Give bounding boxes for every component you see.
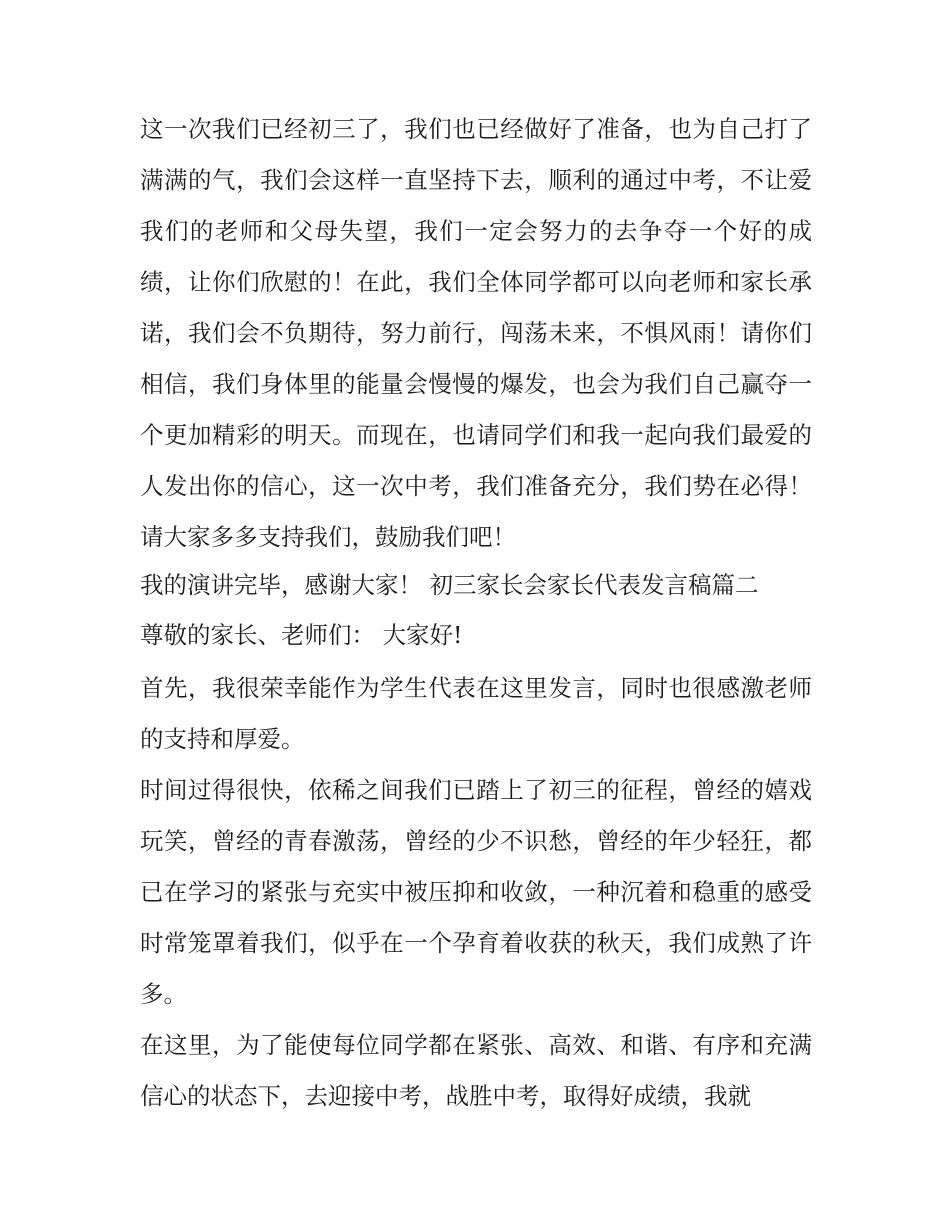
- paragraph-exam: 在这里，为了能使每位同学都在紧张、高效、和谐、有序和充满信心的状态下，去迎接中考，战胜中考，取得好成绩，我就: [140, 1031, 812, 1110]
- paragraph-time: 时间过得很快，依稀之间我们已踏上了初三的征程，曾经的嬉戏玩笑，曾经的青春激荡，曾经的少不识愁，曾经的年少轻狂，都已在学习的紧张与充实中被压抑和收敛，一种沉着和稳重的感受时常笼罩着我们，似乎在一个孕育着收获的秋天，我们成熟了许多。: [140, 776, 812, 1008]
- paragraph-intro: 首先，我很荣幸能作为学生代表在这里发言，同时也很感激老师的支持和厚爱。: [140, 674, 812, 753]
- paragraph-salutation: 尊敬的家长、老师们： 大家好!: [140, 621, 463, 649]
- paragraph-closing: 我的演讲完毕，感谢大家！ 初三家长会家长代表发言稿篇二: [140, 571, 759, 599]
- paragraph-commitment: 这一次我们已经初三了，我们也已经做好了准备，也为自己打了满满的气，我们会这样一直坚持下去，顺利的通过中考，不让爱我们的老师和父母失望，我们一定会努力的去争夺一个好的成绩，让你们欣慰的！在此，我们全体同学都可以向老师和家长承诺，我们会不负期待，努力前行，闯荡未来，不惧风雨！请你们相信，我们身体里的能量会慢慢的爆发，也会为我们自己赢夺一个更加精彩的明天。而现在，也请同学们和我一起向我们最爱的人发出你的信心，这一次中考，我们准备充分，我们势在必得！请大家多多支持我们，鼓励我们吧！: [140, 115, 812, 551]
- document-body: [140, 104, 812, 1122]
